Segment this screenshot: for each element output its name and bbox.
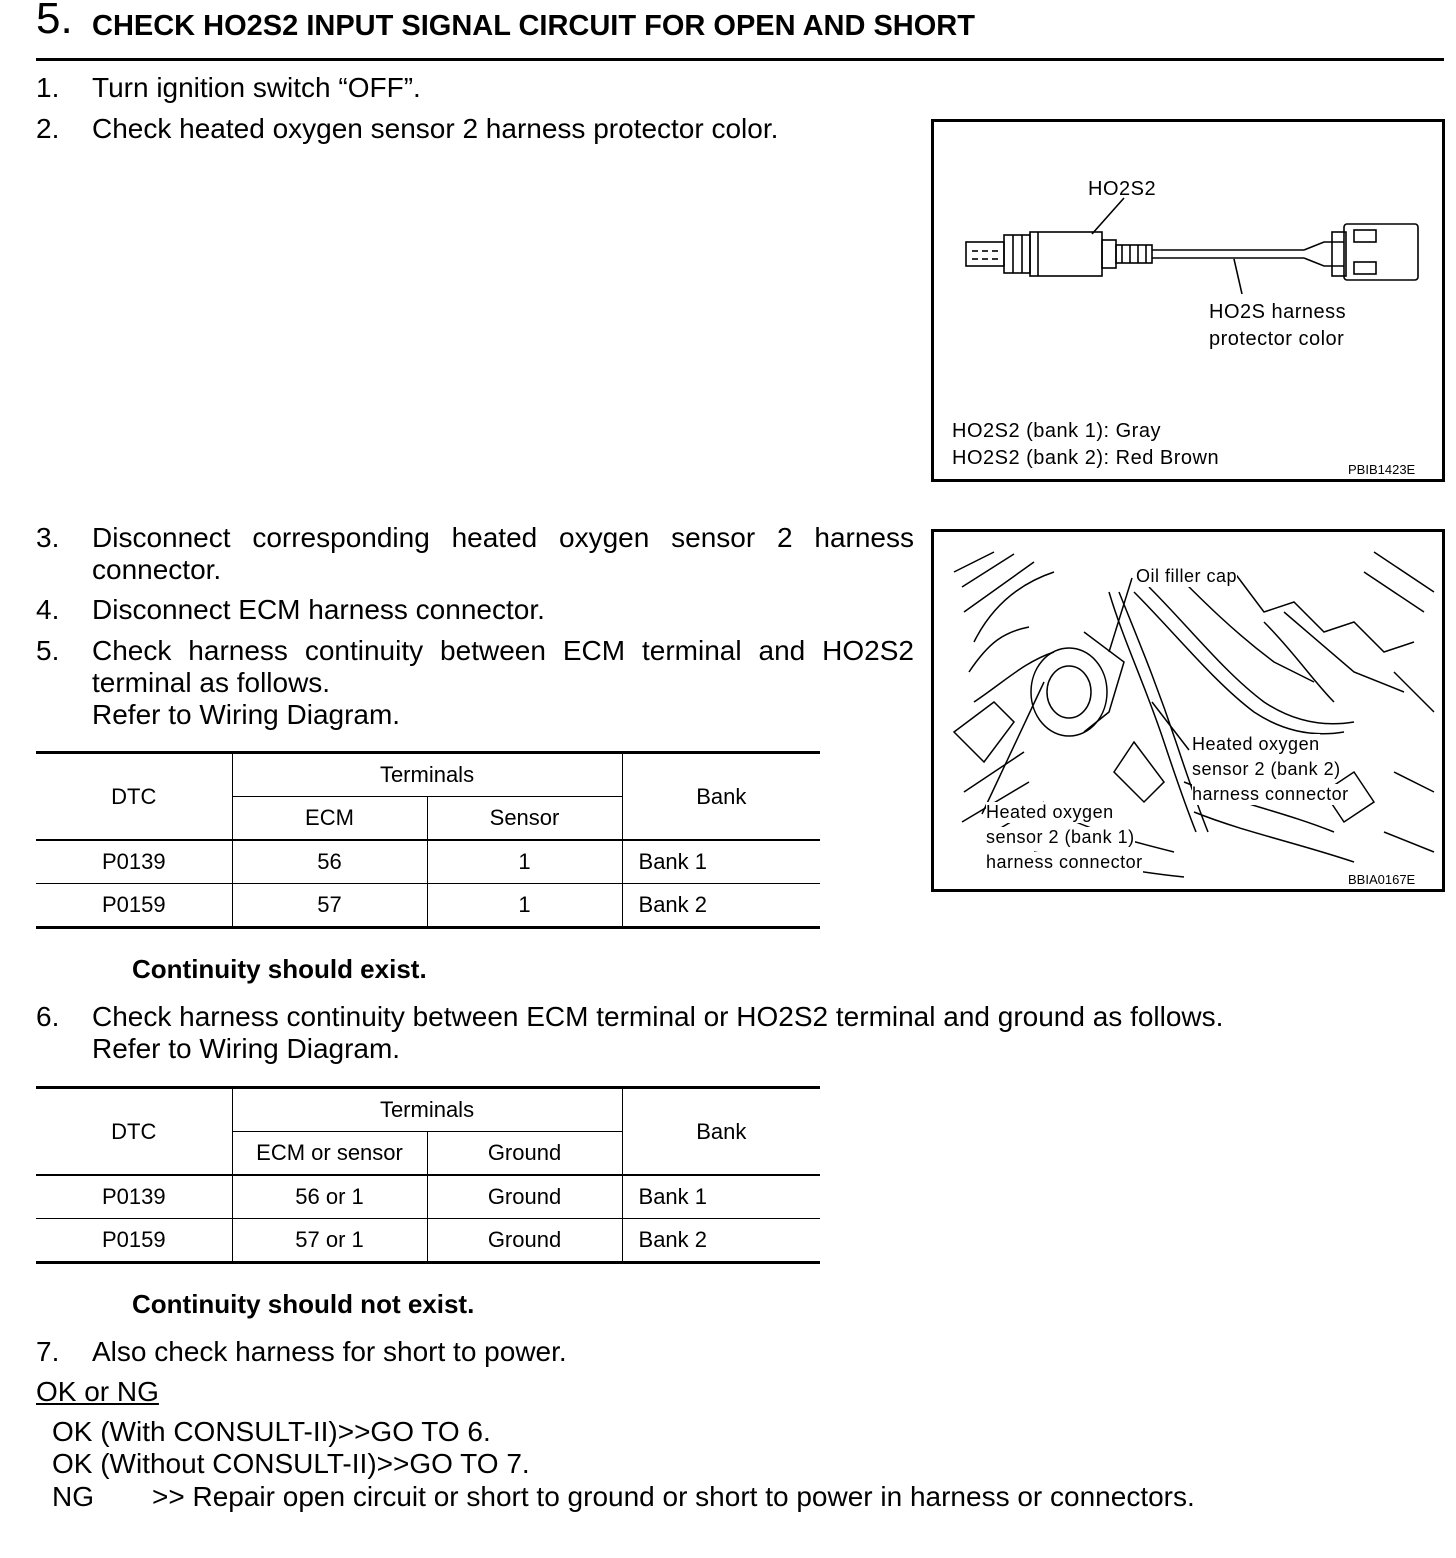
- cell-dtc: P0159: [36, 884, 232, 928]
- step-3-number: 3.: [36, 522, 60, 553]
- figure-id: BBIA0167E: [1348, 872, 1416, 887]
- header-ecm-or-sensor: ECM or sensor: [232, 1132, 427, 1176]
- step-6-number: 6.: [36, 1001, 60, 1032]
- ng-result: >> Repair open circuit or short to ground or short to power in harness or connectors.: [152, 1481, 1195, 1512]
- bank1-connector-label-line2: sensor 2 (bank 1): [986, 827, 1135, 847]
- bank1-connector-label-line3: harness connector: [986, 852, 1143, 872]
- step-header: [36, 0, 1444, 61]
- step-2-text: Check heated oxygen sensor 2 harness protector color.: [92, 113, 779, 144]
- step-3-text-line2: connector.: [92, 554, 222, 585]
- step-2-number: 2.: [36, 113, 60, 144]
- ok-without-consult-result: OK (Without CONSULT-II)>>GO TO 7.: [52, 1448, 530, 1479]
- cell-sensor: 1: [427, 884, 622, 928]
- step-7-text: Also check harness for short to power.: [92, 1336, 567, 1367]
- header-terminals: Terminals: [232, 1088, 622, 1132]
- ok-with-consult-result: OK (With CONSULT-II)>>GO TO 6.: [52, 1416, 491, 1447]
- header-ecm: ECM: [232, 797, 427, 841]
- cell-bank: Bank 1: [622, 1175, 820, 1219]
- step-5-text-line2: terminal as follows.: [92, 667, 331, 698]
- continuity-note-2: Continuity should not exist.: [132, 1289, 475, 1319]
- header-sensor: Sensor: [427, 797, 622, 841]
- step-1-number: 1.: [36, 72, 60, 103]
- table-row: [36, 840, 820, 884]
- harness-protector-label-line2: protector color: [1209, 328, 1345, 350]
- table-row: [36, 1219, 820, 1263]
- cell-bank: Bank 2: [638, 892, 708, 917]
- bank1-connector-label-line1: Heated oxygen: [986, 802, 1114, 822]
- sensor-label: HO2S2: [1088, 178, 1157, 200]
- bank2-connector-label-line2: sensor 2 (bank 2): [1192, 759, 1341, 779]
- bank2-color: HO2S2 (bank 2): Red Brown: [952, 447, 1220, 469]
- cell-ecm-or-sensor: 56 or 1: [232, 1175, 427, 1219]
- step-6-text-line1: Check harness continuity between ECM terminal or HO2S2 terminal and ground as follows.: [92, 1001, 1224, 1032]
- table-row: [36, 884, 820, 928]
- header-terminals: Terminals: [232, 753, 622, 797]
- page-title: CHECK HO2S2 INPUT SIGNAL CIRCUIT FOR OPEN AND SHORT: [92, 10, 975, 42]
- bank2-connector-label-line3: harness connector: [1192, 784, 1349, 804]
- step-4-text: Disconnect ECM harness connector.: [92, 594, 545, 625]
- bank1-color: HO2S2 (bank 1): Gray: [952, 420, 1161, 442]
- step-number: 5.: [36, 0, 73, 43]
- header-bank: Bank: [622, 1088, 820, 1176]
- cell-ecm: 57: [232, 884, 427, 928]
- cell-bank: Bank 2: [638, 1227, 708, 1252]
- cell-dtc: P0139: [36, 1175, 232, 1219]
- header-bank: Bank: [622, 753, 820, 841]
- step-5-number: 5.: [36, 635, 60, 666]
- step-4-number: 4.: [36, 594, 60, 625]
- step-5-text-line3: Refer to Wiring Diagram.: [92, 699, 401, 730]
- cell-ecm: 56: [232, 840, 427, 884]
- cell-dtc: P0139: [36, 840, 232, 884]
- step-3-text-line1: Disconnect corresponding heated oxygen sensor 2 harness: [92, 522, 914, 553]
- cell-bank: Bank 1: [622, 840, 820, 884]
- harness-protector-label-line1: HO2S harness: [1209, 301, 1347, 323]
- step-1-text: Turn ignition switch “OFF”.: [92, 72, 421, 103]
- header-ground: Ground: [427, 1132, 622, 1176]
- header-dtc: DTC: [36, 1088, 232, 1176]
- table-row: [36, 1175, 820, 1219]
- step-5-text-line1: Check harness continuity between ECM terminal and HO2S2: [92, 635, 914, 666]
- cell-dtc: P0159: [36, 1219, 232, 1263]
- cell-ground: Ground: [427, 1219, 622, 1263]
- bank2-connector-label-line1: Heated oxygen: [1192, 734, 1320, 754]
- figure-id: PBIB1423E: [1348, 462, 1416, 477]
- engine-bay-figure: [931, 529, 1445, 892]
- oil-filler-cap-label: Oil filler cap: [1136, 566, 1238, 586]
- step-7-number: 7.: [36, 1336, 60, 1367]
- ok-or-ng-heading: OK or NG: [36, 1376, 159, 1407]
- ho2s2-sensor-figure: [931, 119, 1445, 482]
- continuity-table-1: [36, 751, 820, 929]
- cell-ecm-or-sensor: 57 or 1: [232, 1219, 427, 1263]
- continuity-note-1: Continuity should exist.: [132, 954, 427, 984]
- cell-sensor: 1: [427, 840, 622, 884]
- header-dtc: DTC: [36, 753, 232, 841]
- continuity-table-2: [36, 1086, 820, 1264]
- cell-ground: Ground: [427, 1175, 622, 1219]
- step-6-text-line2: Refer to Wiring Diagram.: [92, 1033, 401, 1064]
- ng-label: NG: [52, 1481, 94, 1512]
